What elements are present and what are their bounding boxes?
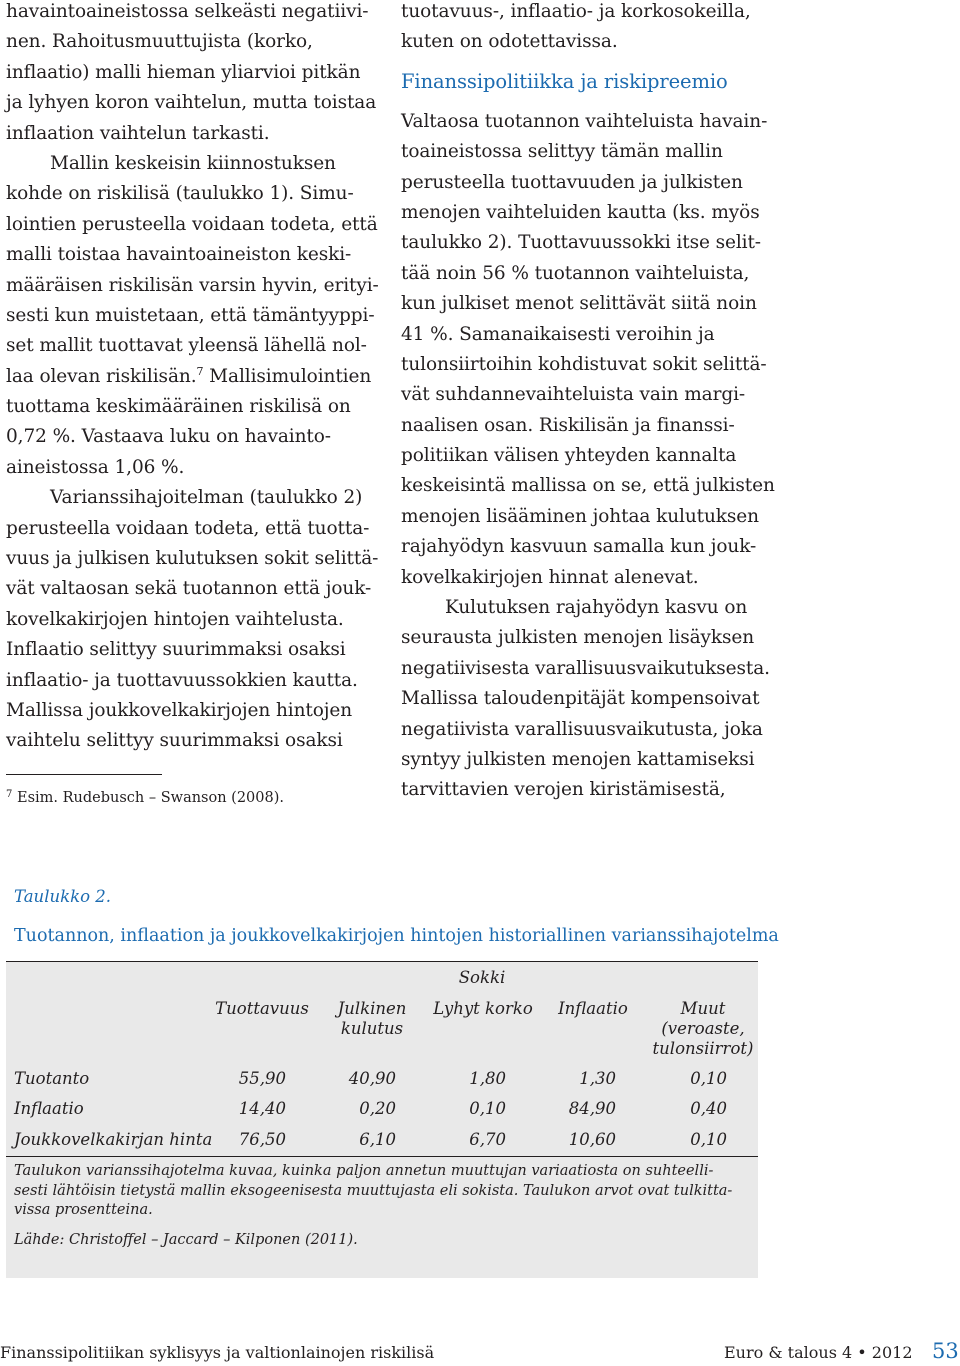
table-cell: 84,90 [568, 1099, 616, 1118]
page-number: 53 [932, 1339, 959, 1363]
footnote-reference[interactable]: 7 [196, 364, 204, 378]
right-column [401, 0, 773, 806]
body-text-line: set mallit tuottavat yleensä lähellä nol- [6, 335, 367, 357]
column-header-line: tulonsiirrot) [652, 1039, 754, 1058]
table-row-label: Inflaatio [14, 1099, 84, 1118]
table-cell: 6,70 [469, 1130, 506, 1149]
body-text-line: inflaatio) malli hieman yliarvioi pitkän [6, 61, 361, 83]
body-text-line: tarvittavien verojen kiristämisestä, [401, 779, 726, 801]
table-cell: 1,30 [579, 1069, 616, 1088]
table-cell: 0,10 [690, 1130, 727, 1149]
body-text-line: negatiivisesta varallisuusvaikutuksesta. [401, 657, 770, 679]
body-text-line: perusteella tuottavuuden ja julkisten [401, 171, 743, 193]
table-column-header [322, 999, 422, 1039]
body-text-line: vuus ja julkisen kulutuksen sokit selittä- [6, 548, 379, 570]
column-header-line: (veroaste, [661, 1019, 745, 1038]
body-text-line: kuten on odotettavissa. [401, 31, 618, 53]
table-cell: 0,10 [469, 1099, 506, 1118]
body-text-line: syntyy julkisten menojen kattamiseksi [401, 748, 755, 770]
body-text-line: malli toistaa havaintoaineiston keski- [6, 244, 352, 266]
body-text-line [6, 362, 378, 392]
body-text-line: Varianssihajoitelman (taulukko 2) [50, 487, 363, 509]
table-note-line: vissa prosentteina. [14, 1202, 153, 1218]
table-cell: 76,50 [238, 1130, 286, 1149]
footnote-text: Esim. Rudebusch – Swanson (2008). [12, 790, 284, 806]
body-text-line: aineistossa 1,06 %. [6, 456, 185, 478]
table-row-label: Tuotanto [14, 1069, 90, 1088]
column-header-line: Inflaatio [558, 999, 628, 1018]
footnote [6, 790, 284, 806]
body-text-line: taulukko 2). Tuottavuussokki itse selit- [401, 232, 761, 254]
body-text-line: Valtaosa tuotannon vaihteluista havain- [401, 110, 768, 132]
footnote-number: 7 [6, 789, 13, 800]
section-heading: Finanssipolitiikka ja riskipreemio [401, 69, 728, 93]
table-note-line: sesti lähtöisin tietystä mallin eksogeenisesta muuttujasta eli sokista. Taulukon arvot ovat tulkitta- [14, 1182, 733, 1199]
body-text-line: menojen lisääminen johtaa kulutuksen [401, 505, 759, 527]
body-text-line: vät valtaosan sekä tuotannon että jouk- [6, 578, 372, 600]
table-cell: 10,60 [568, 1130, 616, 1149]
table-bottom-divider [6, 1156, 758, 1157]
body-text-line: kovelkakirjojen hintojen vaihtelusta. [6, 608, 344, 630]
body-text-line: Mallissa taloudenpitäjät kompensoivat [401, 688, 760, 710]
body-text-line: tulonsiirtoihin kohdistuvat sokit selittä- [401, 353, 767, 375]
table-cell: 40,90 [348, 1069, 396, 1088]
table-note [14, 1162, 749, 1221]
body-text-line: inflaatio- ja tuottavuussokkien kautta. [6, 669, 358, 691]
table-column-header [427, 999, 539, 1019]
column-header-line: Tuottavuus [215, 999, 309, 1018]
body-text-line: vaihtelu selittyy suurimmaksi osaksi [6, 730, 343, 752]
table-cell: 14,40 [238, 1099, 286, 1118]
table-title: Tuotannon, inflaation ja joukkovelkakirjojen hintojen historiallinen varianssihajotelma [14, 926, 779, 946]
body-text: laa olevan riskilisän. [6, 365, 197, 387]
body-text-line: keskeisintä mallissa on se, että julkisten [401, 475, 775, 497]
table-column-header [546, 999, 640, 1019]
body-text-line: kovelkakirjojen hinnat alenevat. [401, 566, 699, 588]
body-text-line: vät suhdannevaihteluista vain margi- [401, 384, 746, 406]
body-text-line: tää noin 56 % tuotannon vaihteluista, [401, 262, 750, 284]
body-text-line: seurausta julkisten menojen lisäyksen [401, 627, 755, 649]
table-cell: 1,80 [469, 1069, 506, 1088]
body-text-line: perusteella voidaan todeta, että tuotta- [6, 517, 370, 539]
body-text-line: Mallissa joukkovelkakirjojen hintojen [6, 699, 353, 721]
table-group-header: Sokki [458, 968, 506, 987]
body-text-line: naalisen osan. Riskilisän ja finanssi- [401, 414, 735, 436]
column-header-line: Lyhyt korko [433, 999, 533, 1018]
table-cell: 0,10 [690, 1069, 727, 1088]
table-column-header [648, 999, 758, 1059]
body-text-line: inflaation vaihtelun tarkasti. [6, 122, 270, 144]
body-text-line: 41 %. Samanaikaisesti veroihin ja [401, 323, 715, 345]
column-header-line: kulutus [340, 1019, 404, 1038]
body-text-line: 0,72 %. Vastaava luku on havainto- [6, 426, 331, 448]
table-label: Taulukko 2. [14, 887, 112, 906]
body-text-line: toaineistossa selittyy tämän mallin [401, 141, 723, 163]
table-cell: 55,90 [238, 1069, 286, 1088]
table-cell: 0,20 [359, 1099, 396, 1118]
publication-issue: Euro & talous 4 • 2012 [724, 1343, 913, 1362]
column-header-line: Julkinen [337, 999, 407, 1018]
body-text-line: tuottama keskimääräinen riskilisä on [6, 396, 351, 418]
footnote-divider [6, 774, 162, 775]
table-source: Lähde: Christoffel – Jaccard – Kilponen (2011). [14, 1232, 358, 1248]
body-text-line: kohde on riskilisä (taulukko 1). Simu- [6, 183, 354, 205]
body-text-line: nen. Rahoitusmuuttujista (korko, [6, 31, 313, 53]
body-text-line: tuotavuus-, inflaatio- ja korkosokeilla, [401, 1, 751, 22]
body-text-line: ja lyhyen koron vaihtelun, mutta toistaa [6, 92, 377, 114]
running-footer-title: Finanssipolitiikan syklisyys ja valtionlainojen riskilisä [0, 1343, 435, 1362]
body-text-line: politiikan välisen yhteyden kannalta [401, 445, 737, 467]
body-text-line: Inflaatio selittyy suurimmaksi osaksi [6, 639, 346, 661]
table-row-label: Joukkovelkakirjan hinta [14, 1130, 213, 1149]
body-text-line: Kulutuksen rajahyödyn kasvu on [445, 597, 748, 619]
body-text-line: kun julkiset menot selittävät siitä noin [401, 293, 757, 315]
body-text-line: menojen vaihteluiden kautta (ks. myös [401, 201, 760, 223]
table-cell: 0,40 [690, 1099, 727, 1118]
body-text-line: havaintoaineistossa selkeästi negatiivi- [6, 1, 369, 22]
table-column-header [212, 999, 312, 1019]
table-cell: 6,10 [359, 1130, 396, 1149]
table-note-line: Taulukon varianssihajotelma kuvaa, kuinka paljon annetun muuttujan variaatiosta on suhteelli- [14, 1163, 714, 1179]
column-header-line: Muut [680, 999, 726, 1018]
body-text: Mallisimulointien [203, 365, 372, 387]
body-text-line: määräisen riskilisän varsin hyvin, erityi- [6, 274, 379, 296]
body-text-line: lointien perusteella voidaan todeta, että [6, 213, 378, 235]
left-column [6, 0, 378, 757]
body-text-line: rajahyödyn kasvuun samalla kun jouk- [401, 536, 757, 558]
body-text-line: Mallin keskeisin kiinnostuksen [50, 152, 336, 174]
body-text-line: sesti kun muistetaan, että tämäntyyppi- [6, 304, 375, 326]
body-text-line: negatiivista varallisuusvaikutusta, joka [401, 718, 763, 740]
